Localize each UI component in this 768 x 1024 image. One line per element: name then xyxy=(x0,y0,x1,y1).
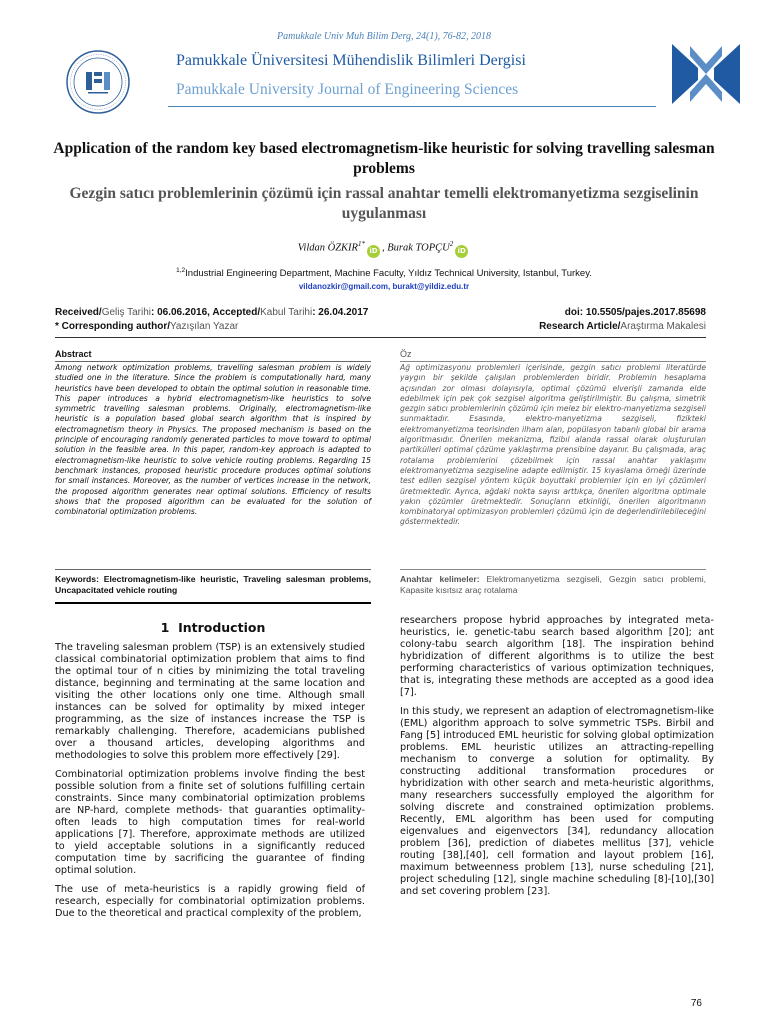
section-title: Introduction xyxy=(178,620,266,635)
abstract-bottom-rule xyxy=(55,569,371,570)
received-label: Received/ xyxy=(55,307,102,318)
accepted-label-turkish: Kabul Tarihi xyxy=(260,307,313,318)
corresponding-label: * Corresponding author/ xyxy=(55,321,170,332)
author-1-name: Vildan ÖZKIR xyxy=(297,242,358,254)
introduction-right-column xyxy=(400,615,714,905)
article-type-turkish: Araştırma Makalesi xyxy=(620,321,706,332)
author-2-name: Burak TOPÇU xyxy=(387,242,450,254)
introduction-heading xyxy=(55,620,371,635)
corresponding-label-turkish: Yazışılan Yazar xyxy=(170,321,239,332)
paper-title-turkish: Gezgin satıcı problemlerinin çözümü için rassal anahtar temelli elektromanyetizma sezgiselinin uygulanması xyxy=(69,185,699,222)
affiliation-text: Industrial Engineering Department, Machine Faculty, Yıldız Technical University, Istanbul, Turkey. xyxy=(185,268,592,280)
introduction-left-column xyxy=(55,642,365,927)
received-label-turkish: Geliş Tarihi xyxy=(101,307,151,318)
received-accepted-line xyxy=(55,307,368,318)
paragraph: researchers propose hybrid approaches by integrated meta-heuristics, ie. genetic-tabu search based algorithm [20]; ant colony-tabu search algorithm [18]. The inspiration behind hybridization of different algorithms is to utilize the best performing characteristics of various optimization techniques, that is, integrating these methods are accepted as a good idea [7]. xyxy=(400,615,714,698)
keywords-label-turkish: Anahtar kelimeler: xyxy=(400,574,480,584)
journal-name-english: Pamukkale University Journal of Engineering Sciences xyxy=(176,81,519,98)
running-head: Pamukkale Univ Muh Bilim Derg, 24(1), 76-82, 2018 xyxy=(276,31,492,42)
article-type-label: Research Article/ xyxy=(539,321,621,332)
journal-name-turkish: Pamukkale Üniversitesi Mühendislik Bilimleri Dergisi xyxy=(176,52,526,69)
oz-heading: Öz xyxy=(400,349,412,359)
affiliation xyxy=(0,267,768,279)
oz-text: Ağ optimizasyonu problemleri içerisinde, gezgin satıcı problemi literatürde yaygın bir şekilde çalışılan problemlerden biridir. Problemin hesaplama açısından zor olması dolayısıyla, optimal çözümü elverişli zamanda elde edebilmek için pek çok sezgisel algoritma geliştirilmiştir. Bu çalışma, simetrik gezgin satıcı problemlerinin çözümü için melez bir elektro-manyetizma sezgiseli sunmaktadır. Esasında, elektro-manyetizma sezgiseli, fizikteki elektromanyetizma teorisinden ilham alan, popülasyon tabanlı global bir arama algoritmasıdır. Önerilen mekanizma, fizibıl alanda rassal olarak oluşturulan partikülleri optimal çözüme yaklaştırma prensibine dayanır. Bu çalışmada, araç rotalama problemlerini çözebilmek için rassal anahtar yaklaşımı elektromanyetizma sezgiseline adapte edilmiştir. 15 kıyaslama örneği üzerinde test edilen sezgisel yöntem küçük boyuttaki problemler için en iyi çözümleri üretmektedir. Ayrıca, ağdaki nokta sayısı arttıkça, önerilen algoritma optimale yakın çözümler üretmektedir. Sonuçların etkinliği, önerilen algoritmanın kombinatoryal optimizasyon problemleri çözümü için de değerlendirilebileceğini göstermektedir. xyxy=(400,363,706,527)
paragraph: The use of meta-heuristics is a rapidly growing field of research, especially for combinatorial optimization problems. Due to the theoretical and practical complexity of the problem, xyxy=(55,884,365,919)
paper-title-english: Application of the random key based electromagnetism-like heuristic for solving travelling salesman problems xyxy=(53,140,715,177)
received-date: : 06.06.2016, xyxy=(150,307,213,318)
university-seal-icon xyxy=(66,50,130,114)
author-2-superscript: 2 xyxy=(449,240,454,248)
paragraph: In this study, we represent an adaption of electromagnetism-like (EML) algorithm approach to solve symmetric TSPs. Birbil and Fang [5] introduced EML heuristic for solving global optimization problems. EML heuristic utilizes an attracting-repelling mechanism to converge a solution for optimality. By constructing additional transformation procedures or hybridization with other search and meta-heuristic algorithms, many researchers successfully employed the algorithm for solving discrete and constrained optimization problems. Recently, EML algorithm has been used for computing eigenvalues and eigenvectors [34], redundancy allocation problem [36], prediction of diabetes mellitus [37], vehicle routing [38],[40], cell formation and layout problem [16], maximum betweenness problem [13], nurse scheduling [21], project scheduling [12], single machine scheduling [8]-[10],[30] and set covering problem [23]. xyxy=(400,706,714,897)
doi[interactable]: doi: 10.5505/pajes.2017.85698 xyxy=(564,307,706,318)
abstract-rule xyxy=(55,361,371,362)
section-number: 1 xyxy=(160,620,170,635)
oz-rule xyxy=(400,361,706,362)
accepted-date: : 26.04.2017 xyxy=(312,307,369,318)
author-1-superscript: 1* xyxy=(357,240,365,248)
meta-divider xyxy=(55,337,706,338)
section-divider xyxy=(55,602,371,604)
author-emails[interactable]: vildanozkir@gmail.com, burakt@yildiz.edu.tr xyxy=(298,282,470,291)
orcid-icon[interactable]: iD xyxy=(367,245,380,258)
keywords-en xyxy=(55,574,371,596)
article-type-line xyxy=(539,321,706,332)
oz-bottom-rule xyxy=(400,569,706,570)
header-divider xyxy=(168,106,656,107)
journal-logo-icon xyxy=(668,40,744,108)
corresponding-author-line xyxy=(55,321,238,332)
keywords-tr xyxy=(400,574,706,596)
keywords-list: Electromagnetism-like heuristic, Traveling salesman problems, Uncapacitated vehicle routing xyxy=(55,574,371,595)
orcid-icon[interactable]: iD xyxy=(455,245,468,258)
abstract-heading: Abstract xyxy=(55,349,92,359)
author-separator: , xyxy=(381,242,388,254)
page-number: 76 xyxy=(690,998,702,1009)
keywords-list-turkish: Elektromanyetizma sezgiseli, Gezgin satıcı problemi, Kapasite kısıtsız araç rotalama xyxy=(400,574,706,595)
paragraph: Combinatorial optimization problems involve finding the best possible solution from a finite set of solutions fulfilling certain constraints. Since many combinatorial optimization problems are NP-hard, complete methods- that guaranties optimality- often leads to high computation times for real-world applications [7]. Therefore, approximate methods are utilized to yield acceptable solutions in a significantly reduced computation time by sacrificing the guarantee of finding optimal solution. xyxy=(55,769,365,876)
affiliation-superscript: 1,2 xyxy=(176,267,186,274)
accepted-label: Accepted/ xyxy=(212,307,261,318)
abstract-text: Among network optimization problems, travelling salesman problem is widely studied one in the literature. Since the problem is computationally hard, many heuristics have been developed to obtain the optimal solution in reasonable time. This paper introduces a hybrid electromagnetism-like heuristics to solve symmetric travelling salesman problems. Originally, electromagnetism-like heuristic is a population based global search algorithm that is inspired by electromagnetism theory in Physics. The proposed mechanism is based on the principle of encouraging randomly generated particles to move toward to optimal solution in the feasible area. In this paper, random-key approach is adapted to electromagnetism-like heuristic to solve vehicle routing problems. Regarding 15 benchmark instances, proposed heuristic procedure produces optimal solutions for small instances. Moreover, as the number of vertices increase in the network, the proposed algorithm generates near optimal solutions. Efficiency of results shows that the proposed algorithm can be evaluated for the solution of combinatorial optimization problems. xyxy=(55,363,371,517)
author-line xyxy=(0,240,768,258)
paragraph: The traveling salesman problem (TSP) is an extensively studied classical combinatorial optimization problem that aims to find the optimal tour of n cities by minimizing the total traveling distance, beginning and terminating at the same location and visiting the other locations only one time. Although small instances can be solved for optimality by mixed integer programming, as the size of instances increase the TSP is remarkably challenging. Therefore, academicians published over a thousand articles, developing algorithms and methodologies to solve this problem more effectively [29]. xyxy=(55,642,365,761)
keywords-label: Keywords: xyxy=(55,574,99,584)
